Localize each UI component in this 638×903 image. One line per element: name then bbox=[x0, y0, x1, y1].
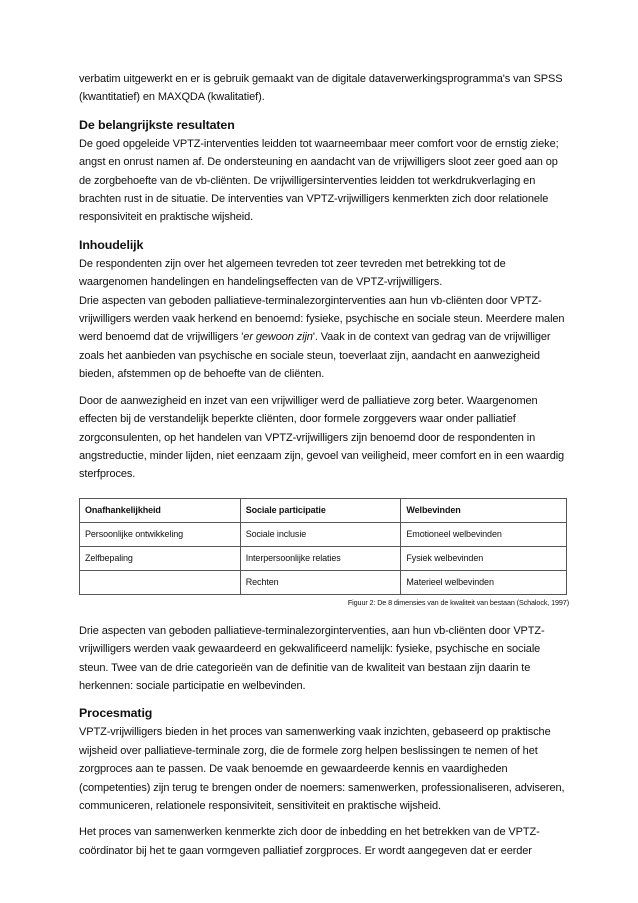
document-page bbox=[79, 70, 569, 868]
table-cell: Materieel welbevinden bbox=[401, 570, 567, 594]
procesmatig-paragraph-1: VPTZ-vrijwilligers bieden in het proces van samenwerking vaak inzichten, gebaseerd op praktische wijsheid over palliatieve-terminale zorg, die de formele zorg helpen beslissingen te nemen of het zorgproces aan te passen. De vaak benoemde en gewaardeerde kennis en vaardigheden (competenties) zijn terug te brengen onder de noemers: samenwerken, professionaliseren, adviseren, communiceren, relationele responsiviteit, sensitiviteit en praktische wijsheid. bbox=[79, 726, 565, 812]
inhoudelijk-p1-after: '. Vaak in de context van gedrag van de vrijwilliger zoals het aanbieden van psychische en sociale steun, toeverlaat zijn, aandacht en aanwezigheid bieden, afstemmen op de behoefte van de cliënten. bbox=[79, 331, 551, 381]
inhoudelijk-heading: Inhoudelijk bbox=[79, 237, 144, 252]
procesmatig-paragraph-2: Het proces van samenwerken kenmerkte zich door de inbedding en het betrekken van de VPTZ-coördinator bij het te gaan vormgeven palliatief zorgproces. Er wordt aangegeven dat er eerder bbox=[79, 826, 540, 857]
quality-dimensions-table bbox=[79, 498, 567, 595]
table-cell: Persoonlijke ontwikkeling bbox=[80, 522, 241, 546]
table-cell: Emotioneel welbevinden bbox=[401, 522, 567, 546]
table-header-row bbox=[80, 498, 567, 522]
after-table-paragraph: Drie aspecten van geboden palliatieve-terminalezorginterventies, aan hun vb-cliënten door VPTZ-vrijwilligers werden vaak gewaardeerd en gekwalificeerd namelijk: fysieke, psychische en sociale steun. Twee van de drie categorieën van de definitie van de kwaliteit van bestaan zijn daarin te herkennen: sociale participatie en welbevinden. bbox=[79, 624, 545, 692]
table-cell: Zelfbepaling bbox=[80, 546, 241, 570]
inhoudelijk-paragraph-1 bbox=[79, 255, 569, 384]
table-cell: Fysiek welbevinden bbox=[401, 546, 567, 570]
table-header-cell: Welbevinden bbox=[401, 498, 567, 522]
procesmatig-heading: Procesmatig bbox=[79, 706, 153, 721]
table-cell bbox=[80, 570, 241, 594]
results-heading: De belangrijkste resultaten bbox=[79, 117, 235, 132]
inhoudelijk-p1-before: Drie aspecten van geboden palliatieve-terminalezorginterventies aan hun vb-cliënten door VPTZ-vrijwilligers werden vaak herkend en benoemd: fysieke, psychische en sociale steun. Meerdere malen werd benoemd dat de vrijwilligers ' bbox=[79, 294, 565, 344]
table-header-cell: Onafhankelijkheid bbox=[80, 498, 241, 522]
table-header-cell: Sociale participatie bbox=[240, 498, 401, 522]
table-cell: Rechten bbox=[240, 570, 401, 594]
intro-line-2: (kwantitatief) en MAXQDA (kwalitatief). bbox=[79, 91, 265, 104]
table-cell: Interpersoonlijke relaties bbox=[240, 546, 401, 570]
inhoudelijk-p1-line1: De respondenten zijn over het algemeen tevreden tot zeer tevreden met betrekking tot de waargenomen handelingen en handelingseffecten van de VPTZ-vrijwilligers. bbox=[79, 257, 506, 289]
table-row bbox=[80, 546, 567, 570]
table-row bbox=[80, 522, 567, 546]
intro-line-1: verbatim uitgewerkt en er is gebruik gemaakt van de digitale dataverwerkingsprogramma's van SPSS bbox=[79, 73, 563, 85]
table-cell: Sociale inclusie bbox=[240, 522, 401, 546]
intro-paragraph bbox=[79, 70, 569, 107]
results-paragraph: De goed opgeleide VPTZ-interventies leidden tot waarneembaar meer comfort voor de ernstig zieke; angst en onrust namen af. De ondersteuning en aandacht van de vrijwilligers sloot zeer goed aan op de zorgbehoefte van de vb-cliënten. De vrijwilligersinterventies leidden tot werkdrukverlaging en brachten rust in de situatie. De interventies van VPTZ-vrijwilligers kenmerkten zich door relationele responsiviteit en praktische wijsheid. bbox=[79, 137, 559, 224]
inhoudelijk-p1-emphasis: er gewoon zijn bbox=[243, 331, 313, 344]
table-caption: Figuur 2: De 8 dimensies van de kwaliteit van bestaan (Schalock, 1997) bbox=[347, 597, 569, 607]
table-row bbox=[80, 570, 567, 594]
inhoudelijk-paragraph-2: Door de aanwezigheid en inzet van een vrijwilliger werd de palliatieve zorg beter. Waargenomen effecten bij de verstandelijk beperkte cliënten, door formele zorggevers waar onder palliatief zorgconsulenten, op het handelen van VPTZ-vrijwilligers zijn benoemd door de respondenten in angstreductie, minder lijden, niet eenzaam zijn, gevoel van veiligheid, meer comfort en in een waardig sterfproces. bbox=[79, 394, 565, 481]
